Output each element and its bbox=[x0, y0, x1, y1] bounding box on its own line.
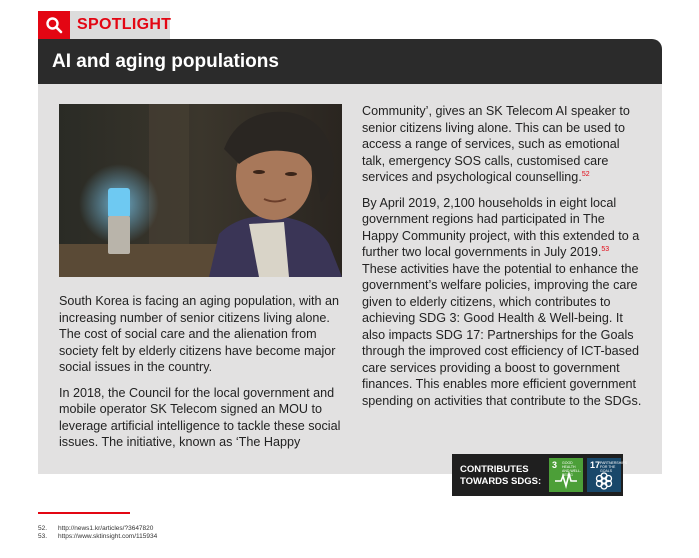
contributes-label bbox=[460, 464, 541, 488]
sdg3-name: GOOD HEALTH AND WELL-BEING bbox=[562, 461, 582, 477]
paragraph: South Korea is facing an aging population, with an increasing number of senior citizens living alone. The cost of social care and the alienation from society felt by elderly citizens have become major social issues in the country. bbox=[59, 294, 340, 374]
partnership-flower-icon bbox=[587, 458, 627, 492]
title-bar bbox=[38, 39, 662, 84]
footnote-number: 53. bbox=[38, 533, 48, 540]
heartbeat-icon bbox=[549, 458, 583, 492]
paragraph bbox=[362, 195, 644, 410]
page-title: AI and aging populations bbox=[52, 51, 279, 72]
footnote-53 bbox=[38, 533, 157, 540]
sdg17-number: 17 bbox=[590, 460, 601, 470]
paragraph bbox=[362, 103, 644, 186]
paragraph-text: By April 2019, 2,100 households in eight local government regions had participated in The Happy Community project, with this extended to a further two local governments in July 2019. bbox=[362, 195, 640, 259]
contributes-line2: TOWARDS SDGS: bbox=[460, 476, 542, 487]
sdg3-badge bbox=[549, 458, 583, 492]
spotlight-label: SPOTLIGHT bbox=[77, 16, 172, 33]
photo-elderly-woman-ai-speaker bbox=[59, 104, 342, 277]
footnote-link[interactable]: https://www.sktinsight.com/115934 bbox=[58, 533, 158, 540]
footnote-ref[interactable]: 52 bbox=[581, 170, 590, 178]
paragraph-text: Community’, gives an SK Telecom AI speaker to senior citizens living alone. This can be used to access a range of services, such as emotional talk, emergency SOS calls, customised care services and psychological counselling. bbox=[362, 104, 630, 184]
footnote-number: 52. bbox=[38, 525, 48, 532]
contributes-line1: CONTRIBUTES bbox=[460, 464, 529, 475]
search-icon-box bbox=[38, 11, 70, 39]
paragraph: In 2018, the Council for the local government and mobile operator SK Telecom signed an MOU to leverage artificial intelligence to tackle these social issues. The initiative, known as ‘The Happy bbox=[59, 385, 341, 449]
footnote-link[interactable]: http://news1.kr/articles/?3647820 bbox=[58, 525, 154, 532]
footnote-52 bbox=[38, 525, 153, 532]
right-text-column bbox=[362, 103, 644, 418]
sdg17-badge bbox=[587, 458, 627, 492]
left-text-column bbox=[59, 293, 344, 460]
footnote-ref[interactable]: 53 bbox=[601, 245, 610, 253]
footnote-divider bbox=[38, 512, 130, 514]
sdg3-number: 3 bbox=[552, 460, 558, 470]
sdg17-name: PARTNERSHIPS FOR THE GOALS bbox=[600, 461, 627, 473]
search-icon bbox=[45, 16, 63, 34]
paragraph-text: These activities have the potential to enhance the government’s welfare policies, improving the care given to elderly citizens, which contributes to achieving SDG 3: Good Health & Well-being. It also impacts SDG 17: Partnerships for the Goals through the improved cost efficiency of ICT-based care services providing a boost to government finances. This enables more efficient government spending on activities that contribute to the SDGs. bbox=[362, 261, 642, 408]
